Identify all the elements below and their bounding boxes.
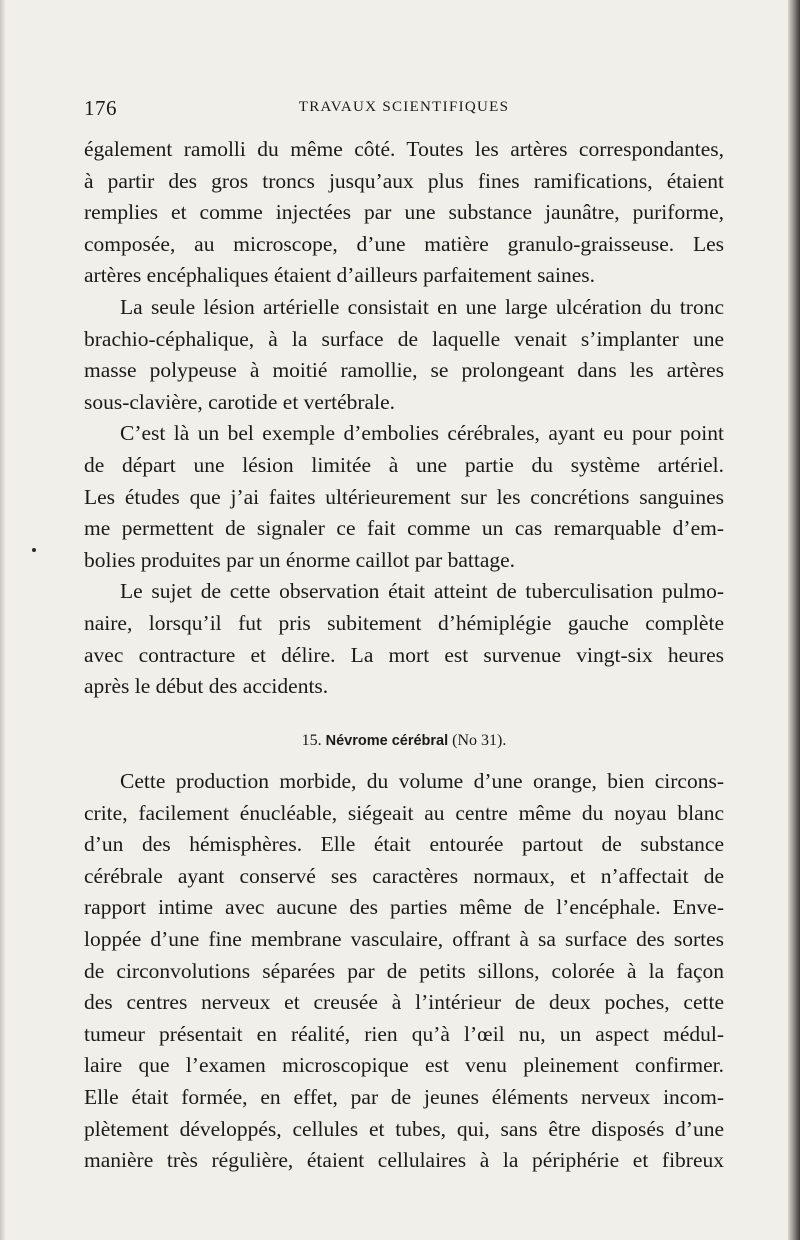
section-heading bbox=[84, 729, 724, 753]
text-line: Cette production morbide, du volume d’une orange, bien circons- bbox=[120, 769, 724, 793]
text-line: tumeur présentait en réalité, rien qu’à l’œil nu, un aspect médul- bbox=[84, 1021, 724, 1046]
text-line: C’est là un bel exemple d’embolies cérébrales, ayant eu pour point bbox=[120, 421, 724, 446]
text-line: également ramolli du même côté. Toutes les artères correspondantes, bbox=[84, 137, 724, 161]
text-line: d’un des hémisphères. Elle était entourée partout de substance bbox=[84, 832, 724, 857]
text-line: Elle était formée, en effet, par de jeunes éléments nerveux incom- bbox=[84, 1084, 724, 1109]
text-line: plètement développés, cellules et tubes, qui, sans être disposés d’une bbox=[84, 1116, 724, 1141]
text-line: bolies produites par un énorme caillot par battage. bbox=[84, 547, 516, 572]
text-line: avec contracture et délire. La mort est survenue vingt-six heures bbox=[84, 642, 724, 667]
running-head bbox=[84, 96, 724, 120]
text-line: remplies et comme injectées par une substance jaunâtre, puriforme, bbox=[84, 200, 724, 225]
running-title: TRAVAUX SCIENTIFIQUES bbox=[298, 99, 510, 115]
text-line: naire, lorsqu’il fut pris subitement d’hémiplégie gauche complète bbox=[84, 610, 724, 635]
heading-reference: (No 31). bbox=[452, 732, 507, 749]
text-line: cérébrale ayant conservé ses caractères normaux, et n’affectait de bbox=[84, 863, 724, 888]
paragraphs-section-2 bbox=[84, 766, 724, 1177]
text-line: après le début des accidents. bbox=[84, 674, 329, 699]
text-line: de circonvolutions séparées par de petits sillons, colorée à la façon bbox=[84, 958, 724, 983]
text-line: Le sujet de cette observation était atteint de tuberculisation pulmo- bbox=[120, 579, 724, 604]
text-line: sous-clavière, carotide et vertébrale. bbox=[84, 389, 395, 414]
page-right-edge bbox=[788, 0, 800, 1240]
text-line: rapport intime avec aucune des parties même de l’encéphale. Enve- bbox=[84, 895, 724, 920]
text-line: composée, au microscope, d’une matière granulo-graisseuse. Les bbox=[84, 231, 724, 256]
text-line: brachio-céphalique, à la surface de laquelle venait s’implanter une bbox=[84, 326, 724, 351]
text-line: Les études que j’ai faites ultérieurement sur les concrétions sanguines bbox=[84, 484, 724, 509]
text-line: crite, facilement énucléable, siégeait au centre même du noyau blanc bbox=[84, 800, 724, 825]
text-line: manière très régulière, étaient cellulaires à la périphérie et fibreux bbox=[84, 1148, 724, 1173]
text-line: loppée d’une fine membrane vasculaire, offrant à sa surface des sortes bbox=[84, 926, 724, 951]
text-line: à partir des gros troncs jusqu’aux plus fines ramifications, étaient bbox=[84, 168, 724, 193]
margin-dot bbox=[32, 548, 36, 552]
paragraphs-section-1 bbox=[84, 134, 724, 703]
text-line: laire que l’examen microscopique est venu pleinement confirmer. bbox=[84, 1053, 724, 1078]
heading-title: Névrome cérébral bbox=[325, 733, 449, 749]
text-line: artères encéphaliques étaient d’ailleurs parfaitement saines. bbox=[84, 263, 595, 288]
heading-number: 15. bbox=[301, 732, 322, 749]
page-left-shadow bbox=[0, 0, 6, 1240]
text-line: me permettent de signaler ce fait comme un cas remarquable d’em- bbox=[84, 516, 724, 541]
text-line: La seule lésion artérielle consistait en une large ulcération du tronc bbox=[120, 294, 724, 319]
text-line: masse polypeuse à moitié ramollie, se prolongeant dans les artères bbox=[84, 358, 724, 383]
page-number: 176 bbox=[84, 96, 117, 120]
text-line: de départ une lésion limitée à une partie du système artériel. bbox=[84, 452, 724, 477]
text-line: des centres nerveux et creusée à l’intérieur de deux poches, cette bbox=[84, 990, 724, 1015]
